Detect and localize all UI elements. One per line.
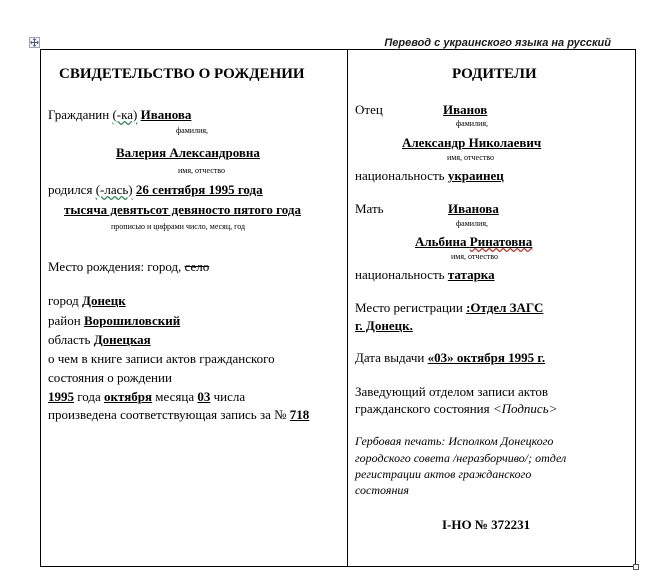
- record-line-2: состояния о рождении: [48, 370, 172, 385]
- given-name-caption: имя, отчество: [178, 166, 225, 175]
- seal-line-4: состояния: [355, 483, 409, 497]
- registration-city: г. Донецк.: [355, 318, 413, 333]
- mother-surname-caption: фамилия,: [456, 219, 489, 228]
- mother-name: Альбина Ринатовна: [415, 234, 533, 249]
- region-line: область Донецкая: [48, 332, 151, 347]
- struck-village: село: [184, 259, 210, 274]
- mother-surname: Иванова: [448, 201, 499, 216]
- father-name-caption: имя, отчество: [447, 153, 494, 162]
- city-value: Донецк: [82, 293, 126, 308]
- child-surname: Иванова: [140, 107, 192, 122]
- district-line: район Ворошиловский: [48, 313, 181, 328]
- seal-line-2: городского совета /неразборчиво/; отдел: [355, 451, 567, 465]
- seal-line-3: регистрации актов гражданского: [355, 467, 532, 481]
- certificate-table: [40, 49, 636, 567]
- issue-date-line: Дата выдачи «03» октября 1995 г.: [355, 350, 546, 365]
- table-move-handle[interactable]: [29, 37, 40, 48]
- born-line: родился (-лась) 26 сентября 1995 года: [48, 182, 263, 197]
- head-line-2: гражданского состояния <Подпись>: [355, 401, 558, 416]
- record-line-3: 1995 года октября месяца 03 числа: [48, 389, 246, 404]
- record-year: 1995: [48, 389, 74, 404]
- region-value: Донецкая: [93, 332, 151, 347]
- move-arrows-icon: [30, 38, 39, 47]
- date-caption: прописью и цифрами число, месяц, год: [111, 222, 246, 231]
- registration-line: Место регистрации :Отдел ЗАГС: [355, 300, 544, 315]
- birthplace-line: Место рождения: город, село: [48, 259, 210, 274]
- record-line-4: произведена соответствующая запись за № 718: [48, 407, 310, 422]
- head-line-1: Заведующий отделом записи актов: [355, 384, 549, 399]
- district-value: Ворошиловский: [83, 313, 181, 328]
- child-given-name: Валерия Александровна: [116, 145, 260, 160]
- father-label: Отец: [355, 102, 383, 117]
- signature-placeholder: <Подпись>: [492, 401, 558, 416]
- mother-nationality: татарка: [447, 267, 495, 282]
- father-name: Александр Николаевич: [402, 135, 542, 150]
- table-resize-handle[interactable]: [633, 564, 639, 570]
- record-line-1: о чем в книге записи актов гражданского: [48, 351, 275, 366]
- mother-label: Мать: [355, 201, 384, 216]
- seal-line-1: Гербовая печать: Исполком Донецкого: [355, 434, 554, 448]
- father-surname-caption: фамилия,: [456, 119, 489, 128]
- city-line: город Донецк: [48, 293, 126, 308]
- issue-date: «03» октября 1995 г.: [427, 350, 546, 365]
- certificate-title: СВИДЕТЕЛЬСТВО О РОЖДЕНИИ: [59, 66, 305, 82]
- column-divider: [347, 49, 348, 567]
- father-nationality: украинец: [447, 168, 504, 183]
- father-surname: Иванов: [443, 102, 488, 117]
- citizen-line: Гражданин (-ка) Иванова: [48, 107, 192, 122]
- record-month: октября: [104, 389, 153, 404]
- record-number: 718: [289, 407, 310, 422]
- translation-note: Перевод с украинского языка на русский: [384, 37, 611, 49]
- birth-date-words: тысяча девятьсот девяносто пятого года: [64, 202, 301, 217]
- record-day: 03: [197, 389, 211, 404]
- parents-title: РОДИТЕЛИ: [452, 66, 537, 82]
- mother-name-caption: имя, отчество: [451, 252, 498, 261]
- birth-date: 26 сентября 1995 года: [135, 182, 263, 197]
- mother-nationality-line: национальность татарка: [355, 267, 495, 282]
- father-nationality-line: национальность украинец: [355, 168, 504, 183]
- surname-caption: фамилия,: [176, 126, 209, 135]
- certificate-series-number: I-НО № 372231: [442, 517, 531, 532]
- registration-office: :Отдел ЗАГС: [466, 300, 544, 315]
